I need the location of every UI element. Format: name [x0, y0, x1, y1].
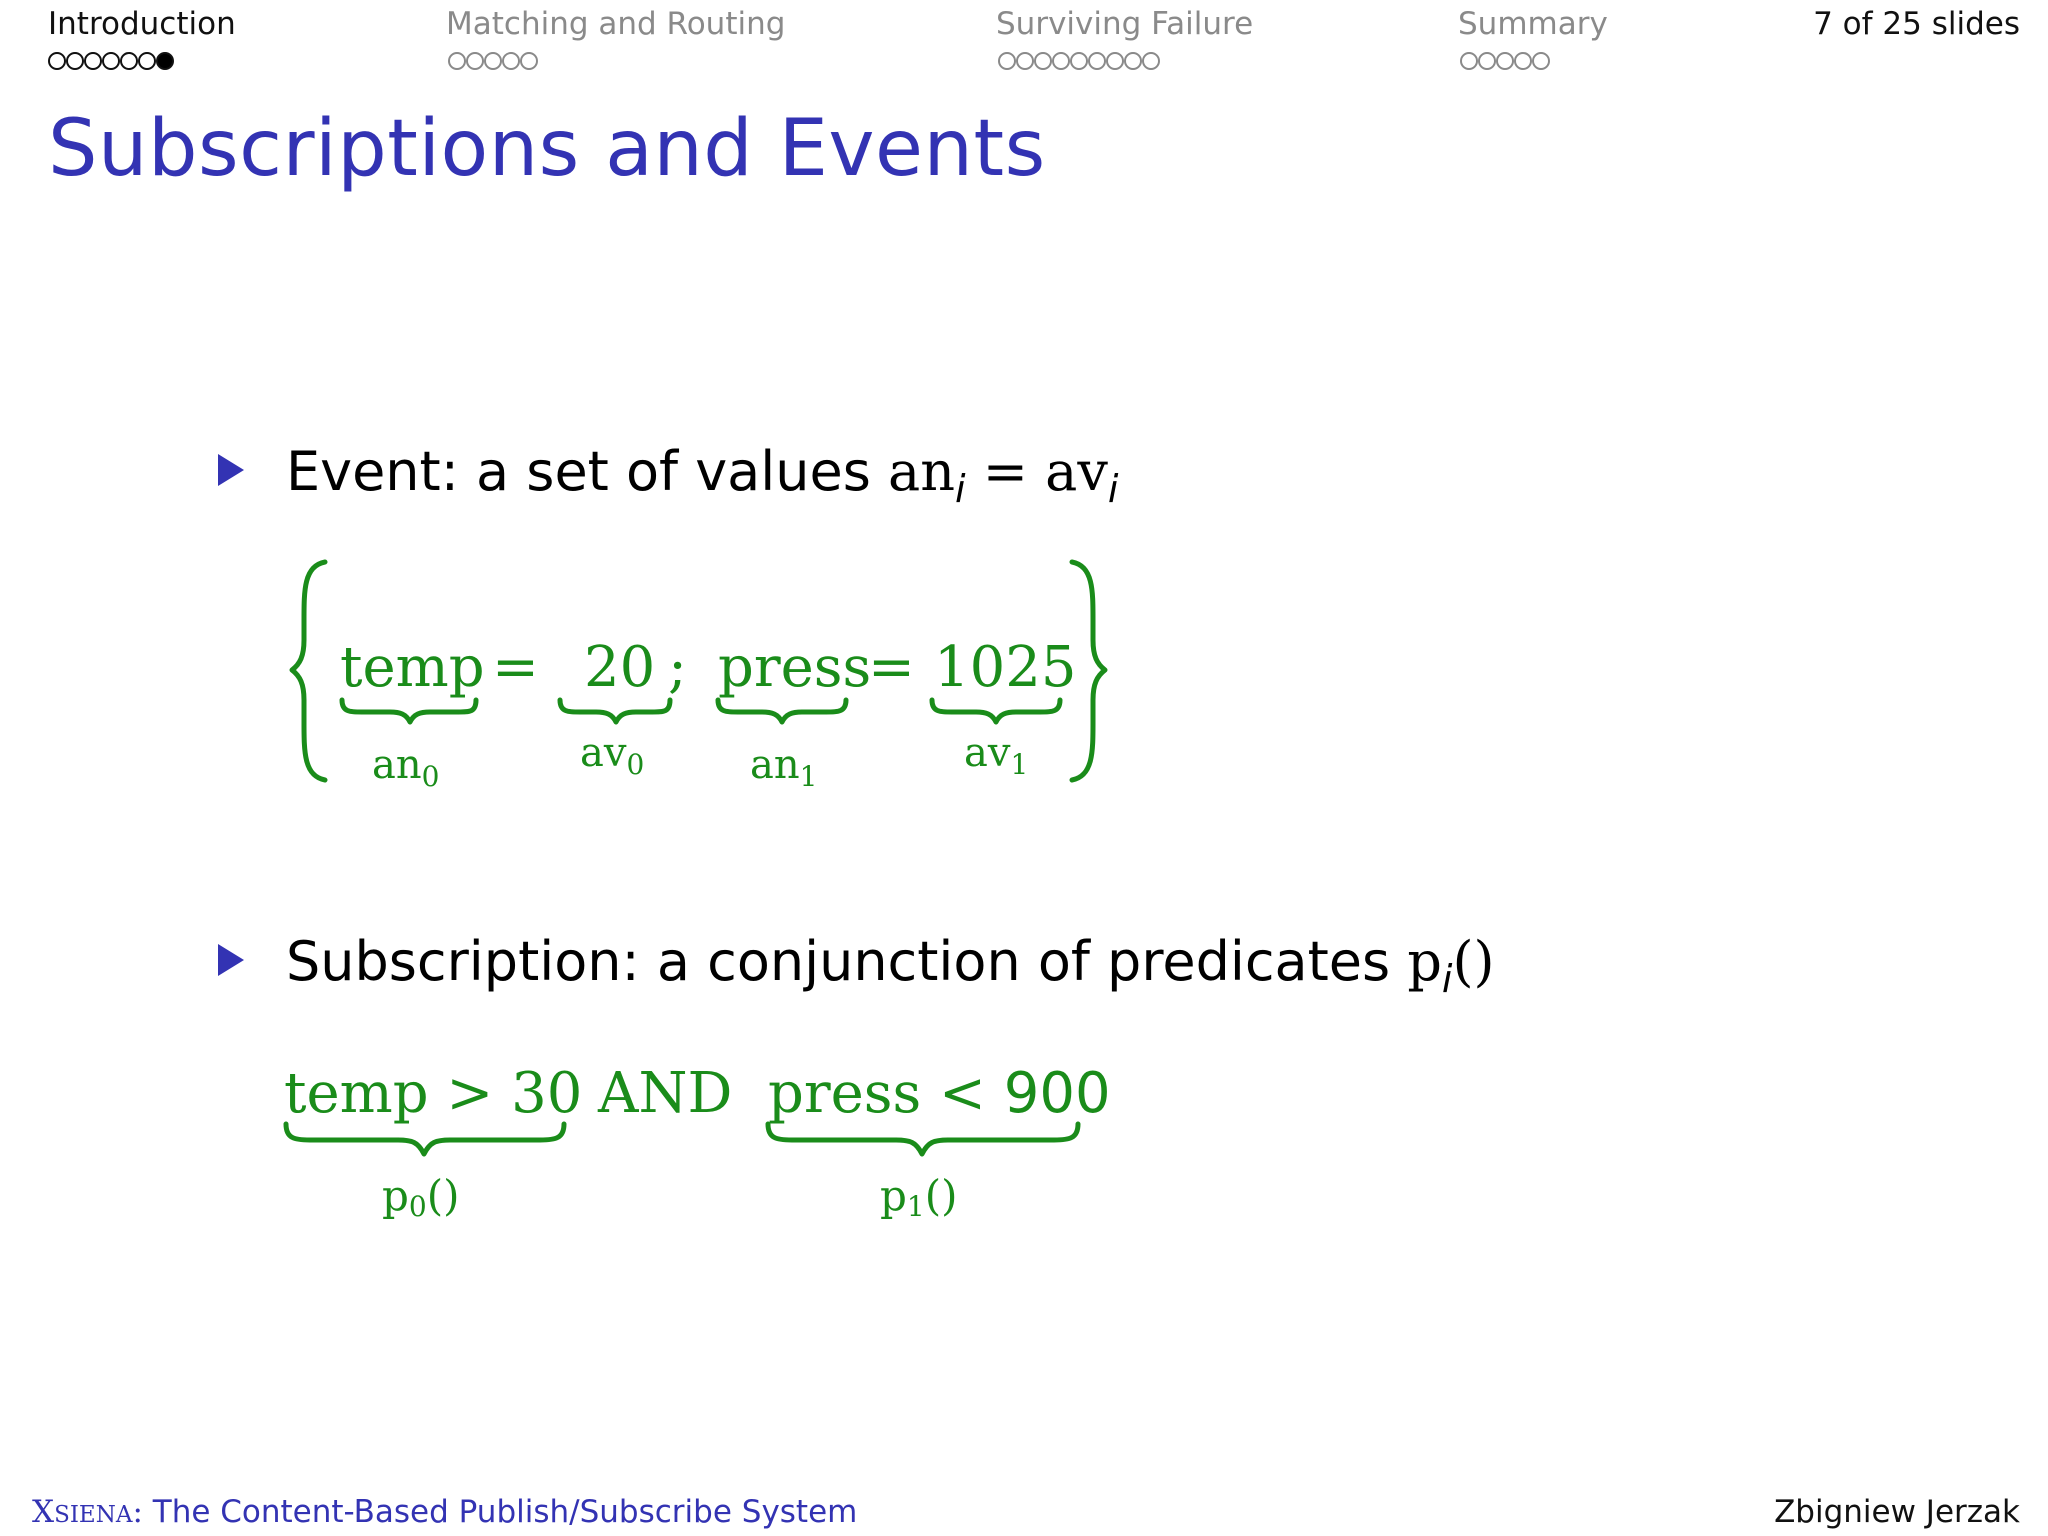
underbrace-icon	[768, 1124, 1078, 1154]
event-attr-name-1: press	[718, 635, 872, 700]
predicate-0: temp > 30	[284, 1061, 583, 1126]
underbrace-label-p0: p0()	[382, 1171, 460, 1223]
bullet-event-label: Event: a set of values	[286, 440, 889, 503]
bullet-subscription-label: Subscription: a conjunction of predicates	[286, 930, 1408, 993]
footer-subtitle: The Content-Based Publish/Subscribe System	[142, 1494, 858, 1530]
footer-author: Zbigniew Jerzak	[1774, 1494, 2020, 1530]
nav-section-label: Surviving Failure	[996, 6, 1254, 42]
underbrace-label-av0: $av_0$	[580, 730, 645, 781]
math-subscript-i: i	[1107, 467, 1119, 511]
math-subscript-i: i	[955, 467, 966, 511]
event-attr-name-0: temp	[340, 635, 485, 700]
frame-title: Subscriptions and Events	[48, 104, 1046, 194]
math-equals: =	[965, 440, 1046, 503]
slide-counter: 7 of 25 slides	[1813, 6, 2020, 42]
predicate-1: press < 900	[768, 1061, 1111, 1126]
underbrace-label-av1: $av_1$	[964, 730, 1029, 781]
event-attr-value-1: 1025	[934, 635, 1077, 700]
nav-section-label: Summary	[1458, 6, 1608, 42]
event-separator: ;	[668, 635, 687, 700]
nav-section-label: Introduction	[48, 6, 236, 42]
underbrace-icon	[286, 1124, 564, 1154]
math-parens: ()	[1452, 930, 1495, 993]
underbrace-label-an1: $an_1$	[750, 742, 818, 793]
math-p: p	[1407, 930, 1442, 993]
underbrace-label-p1: p1()	[880, 1171, 958, 1223]
conjunction-and: AND	[598, 1061, 733, 1126]
footer-system-name: XSIENA:	[32, 1494, 143, 1530]
underbrace-label-an0: $an_0$	[372, 742, 440, 793]
event-eq-0: =	[492, 635, 539, 700]
math-an: an	[888, 440, 955, 503]
event-eq-1: =	[868, 635, 915, 700]
math-subscript-i: i	[1441, 957, 1453, 1001]
event-attr-value-0: 20	[584, 635, 656, 700]
nav-section-label: Matching and Routing	[446, 6, 786, 42]
footer-title	[32, 1494, 857, 1530]
math-av: av	[1045, 440, 1108, 503]
